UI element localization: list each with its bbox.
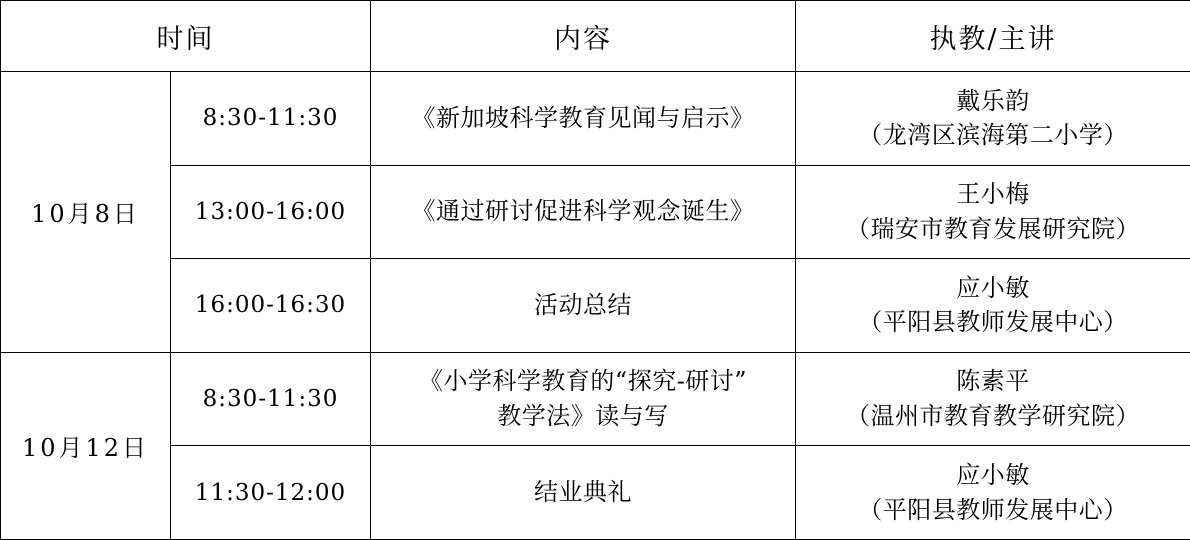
topic-line: 《小学科学教育的“探究-研讨” xyxy=(418,367,748,396)
time-cell: 11:30-12:00 xyxy=(171,446,371,540)
topic-line: 《新加坡科学教育见闻与启示》 xyxy=(411,103,755,132)
topic-cell xyxy=(371,72,796,166)
person-org: （龙湾区滨海第二小学） xyxy=(858,121,1128,150)
topic-line: 活动总结 xyxy=(534,291,632,320)
topic-cell xyxy=(371,352,796,446)
person-cell xyxy=(796,352,1190,446)
table-header xyxy=(1,1,1190,72)
person-name: 王小梅 xyxy=(956,180,1030,209)
time-cell: 13:00-16:00 xyxy=(171,165,371,259)
person-org: （温州市教育教学研究院） xyxy=(846,402,1140,431)
header-row xyxy=(1,1,1190,72)
table-body xyxy=(1,72,1190,540)
date-cell: 10月12日 xyxy=(1,352,171,539)
person-name: 应小敏 xyxy=(956,273,1030,302)
column-header-instructor: 执教/主讲 xyxy=(796,1,1190,72)
column-header-time: 时间 xyxy=(1,1,371,72)
person-name: 陈素平 xyxy=(956,367,1030,396)
person-cell xyxy=(796,446,1190,540)
person-name: 戴乐韵 xyxy=(956,86,1030,115)
person-org: （平阳县教师发展中心） xyxy=(858,308,1128,337)
topic-line: 教学法》读与写 xyxy=(497,402,669,431)
person-cell xyxy=(796,165,1190,259)
topic-line: 《通过研讨促进科学观念诞生》 xyxy=(411,197,755,226)
column-header-content: 内容 xyxy=(371,1,796,72)
time-cell: 16:00-16:30 xyxy=(171,259,371,353)
person-org: （平阳县教师发展中心） xyxy=(858,495,1128,524)
topic-cell xyxy=(371,446,796,540)
table-row xyxy=(1,259,1190,353)
person-org: （瑞安市教育发展研究院） xyxy=(846,214,1140,243)
topic-cell xyxy=(371,165,796,259)
table-row xyxy=(1,165,1190,259)
date-cell: 10月8日 xyxy=(1,72,171,353)
time-cell: 8:30-11:30 xyxy=(171,352,371,446)
person-name: 应小敏 xyxy=(956,460,1030,489)
table-row xyxy=(1,72,1190,166)
person-cell xyxy=(796,72,1190,166)
person-cell xyxy=(796,259,1190,353)
time-cell: 8:30-11:30 xyxy=(171,72,371,166)
topic-line: 结业典礼 xyxy=(534,478,632,507)
topic-cell xyxy=(371,259,796,353)
table-row xyxy=(1,352,1190,446)
table-row xyxy=(1,446,1190,540)
